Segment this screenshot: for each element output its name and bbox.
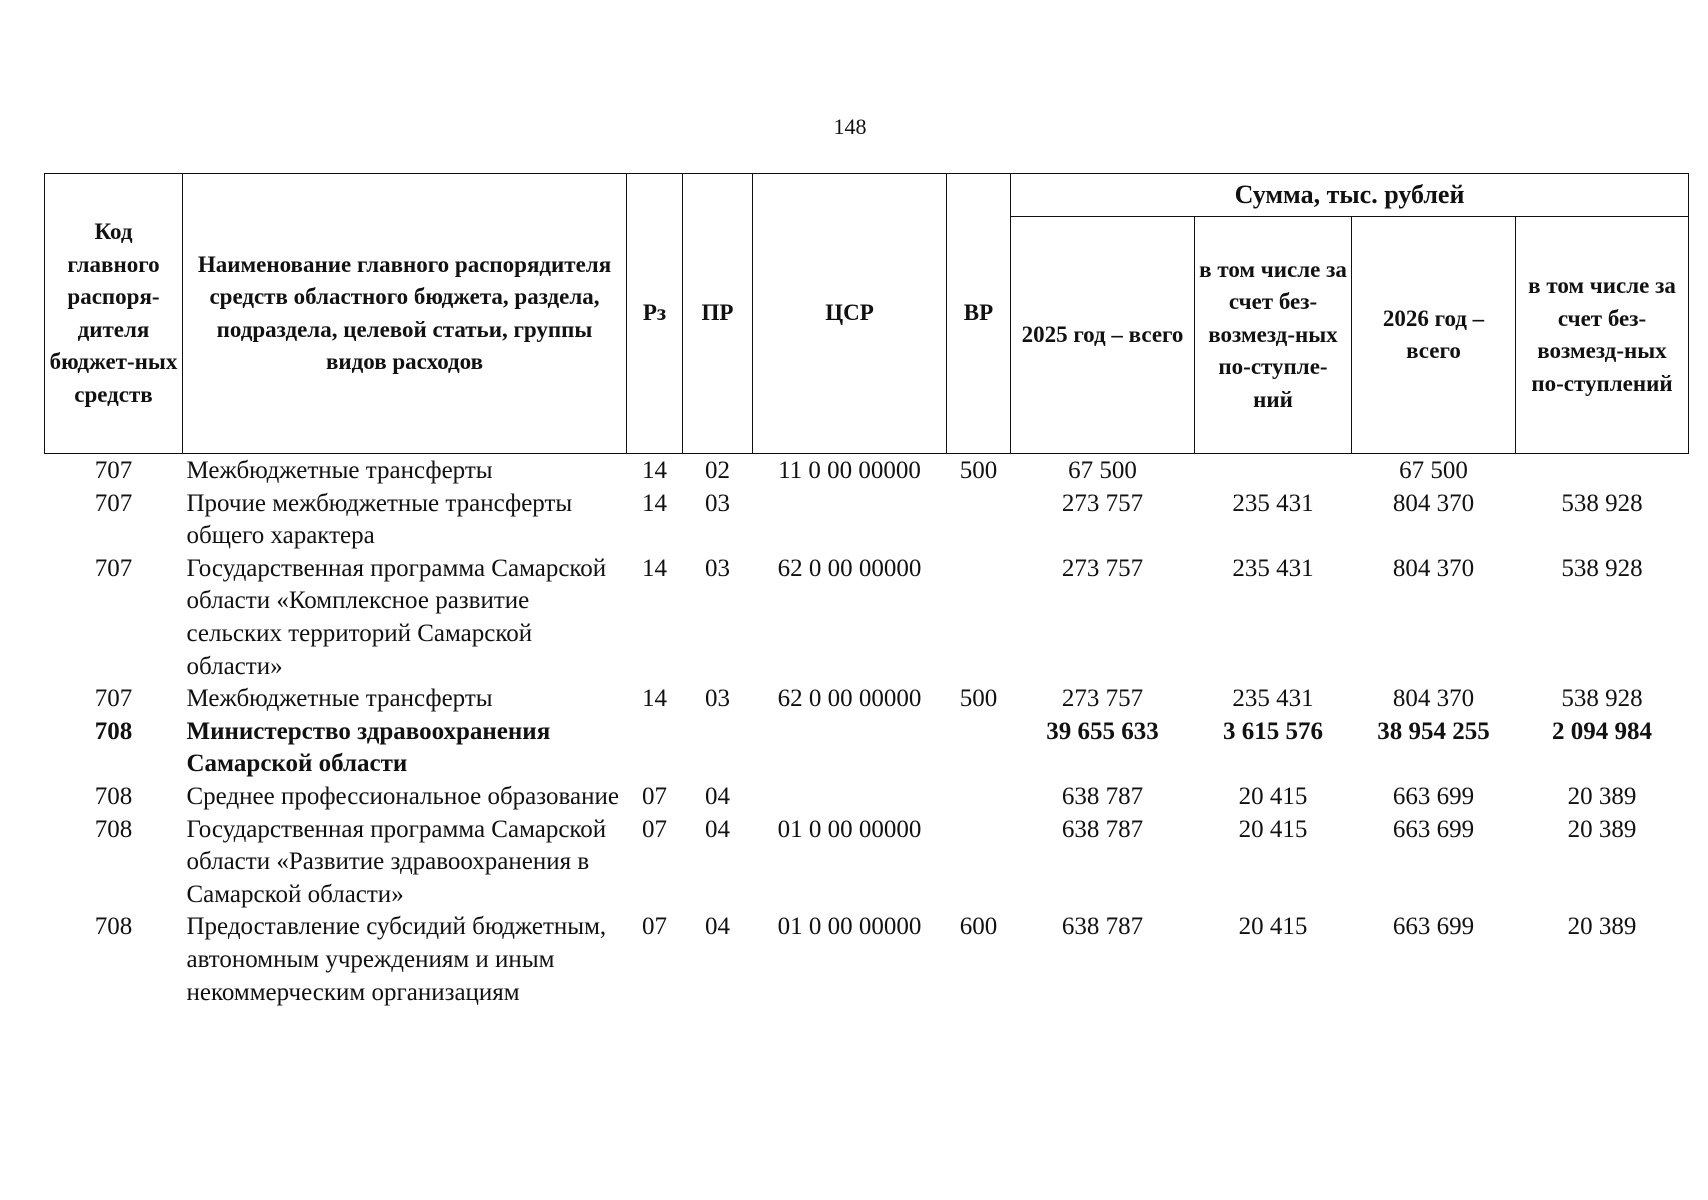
cell-vr (947, 814, 1011, 912)
header-2025-total: 2025 год – всего (1011, 217, 1195, 454)
cell-2025-total: 638 787 (1061, 913, 1144, 941)
cell-pr: 03 (705, 489, 730, 517)
cell-vr: 500 (959, 457, 998, 484)
cell-name: Предоставление субсидий бюджетным, автономным учреждениям и иным некоммерческим организациям (186, 913, 607, 1006)
cell-2026-grants: 20 389 (1567, 913, 1637, 941)
cell-2026-grants: 538 928 (1561, 554, 1643, 582)
cell-2025-grants: 235 431 (1232, 489, 1314, 517)
cell-name: Государственная программа Самарской области «Комплексное развитие сельских территорий Самарской области» (186, 554, 607, 680)
cell-rz: 07 (642, 815, 667, 843)
cell-pr: 02 (705, 457, 730, 484)
cell-name: Межбюджетные трансферты (186, 685, 493, 713)
cell-2026-total: 663 699 (1392, 913, 1475, 941)
header-code: Код главного распоря-дителя бюджет-ных средств (45, 174, 183, 454)
cell-csr (753, 488, 947, 553)
header-vr: ВР (947, 174, 1011, 454)
page-number: 148 (833, 114, 867, 139)
budget-table (44, 173, 1689, 1009)
table-row (45, 454, 1689, 488)
table-row (45, 488, 1689, 553)
cell-2025-grants: 3 615 576 (1223, 717, 1323, 745)
cell-2026-grants: 538 928 (1561, 489, 1643, 517)
cell-code: 707 (94, 489, 133, 517)
cell-rz: 14 (642, 554, 667, 582)
table-row (45, 553, 1689, 683)
cell-pr: 04 (705, 815, 730, 843)
cell-2025-total: 273 757 (1061, 685, 1144, 713)
cell-2026-total: 663 699 (1392, 782, 1475, 810)
cell-2026-total: 67 500 (1399, 457, 1468, 484)
cell-pr: 03 (705, 554, 730, 582)
table-row (45, 683, 1689, 716)
cell-code: 708 (94, 913, 133, 941)
cell-2026-grants: 20 389 (1567, 782, 1637, 810)
cell-rz (627, 716, 683, 781)
cell-2026-total: 804 370 (1392, 554, 1475, 582)
cell-rz: 14 (642, 457, 667, 484)
cell-code: 708 (94, 717, 133, 745)
cell-vr (947, 488, 1011, 553)
cell-vr (947, 781, 1011, 814)
table-row (45, 781, 1689, 814)
cell-vr (947, 716, 1011, 781)
table-row (45, 814, 1689, 912)
header-name: Наименование главного распорядителя средств областного бюджета, раздела, подраздела, целевой статьи, группы видов расходов (183, 174, 627, 454)
cell-name: Среднее профессиональное образование (186, 782, 619, 810)
cell-code: 707 (94, 457, 133, 484)
cell-2025-grants: 20 415 (1238, 815, 1308, 843)
cell-csr (753, 716, 947, 781)
cell-2026-grants: 20 389 (1567, 815, 1637, 843)
cell-2025-grants (1195, 454, 1352, 488)
cell-pr: 04 (705, 782, 730, 810)
header-sum: Сумма, тыс. рублей (1011, 174, 1689, 217)
cell-2026-total: 38 954 255 (1377, 717, 1490, 745)
cell-2025-total: 273 757 (1061, 554, 1144, 582)
table-row (45, 716, 1689, 781)
cell-name: Министерство здравоохранения Самарской области (186, 717, 551, 778)
cell-csr: 62 0 00 00000 (777, 685, 922, 713)
cell-2026-grants (1516, 454, 1689, 488)
cell-2025-grants: 20 415 (1238, 782, 1308, 810)
cell-2025-grants: 20 415 (1238, 913, 1308, 941)
table-header (45, 174, 1689, 454)
cell-2025-grants: 235 431 (1232, 554, 1314, 582)
cell-csr: 01 0 00 00000 (777, 815, 922, 843)
cell-2026-total: 804 370 (1392, 489, 1475, 517)
cell-name: Государственная программа Самарской области «Развитие здравоохранения в Самарской области» (186, 815, 607, 908)
cell-2025-total: 638 787 (1061, 782, 1144, 810)
table-row (45, 911, 1689, 1009)
cell-code: 707 (94, 554, 133, 582)
cell-code: 707 (94, 685, 133, 713)
cell-name: Межбюджетные трансферты (186, 457, 493, 484)
header-2025-grants: в том числе за счет без-возмезд-ных по-ступле-ний (1195, 217, 1352, 454)
cell-2025-total: 67 500 (1068, 457, 1137, 484)
cell-code: 708 (94, 782, 133, 810)
header-2026-total: 2026 год – всего (1352, 217, 1516, 454)
cell-2025-total: 638 787 (1061, 815, 1144, 843)
cell-rz: 14 (642, 685, 667, 713)
cell-2025-total: 273 757 (1061, 489, 1144, 517)
cell-2026-total: 663 699 (1392, 815, 1475, 843)
cell-pr: 04 (705, 913, 730, 941)
cell-2026-grants: 2 094 984 (1552, 717, 1652, 745)
cell-2025-total: 39 655 633 (1046, 717, 1159, 745)
cell-rz: 14 (642, 489, 667, 517)
cell-csr: 01 0 00 00000 (777, 913, 922, 941)
cell-2025-grants: 235 431 (1232, 685, 1314, 713)
cell-2026-total: 804 370 (1392, 685, 1475, 713)
cell-vr: 500 (959, 685, 998, 713)
cell-csr: 11 0 00 00000 (778, 457, 921, 484)
header-2026-grants: в том числе за счет без-возмезд-ных по-ступлений (1516, 217, 1689, 454)
cell-pr (683, 716, 753, 781)
cell-2026-grants: 538 928 (1561, 685, 1643, 713)
cell-rz: 07 (642, 913, 667, 941)
cell-csr (753, 781, 947, 814)
cell-code: 708 (94, 815, 133, 843)
header-csr: ЦСР (753, 174, 947, 454)
cell-name: Прочие межбюджетные трансферты общего характера (186, 489, 573, 550)
header-pr: ПР (683, 174, 753, 454)
cell-vr (947, 553, 1011, 683)
table-body (45, 454, 1689, 1010)
cell-csr: 62 0 00 00000 (777, 554, 922, 582)
cell-pr: 03 (705, 685, 730, 713)
cell-rz: 07 (642, 782, 667, 810)
cell-vr: 600 (959, 913, 998, 941)
header-rz: Рз (627, 174, 683, 454)
